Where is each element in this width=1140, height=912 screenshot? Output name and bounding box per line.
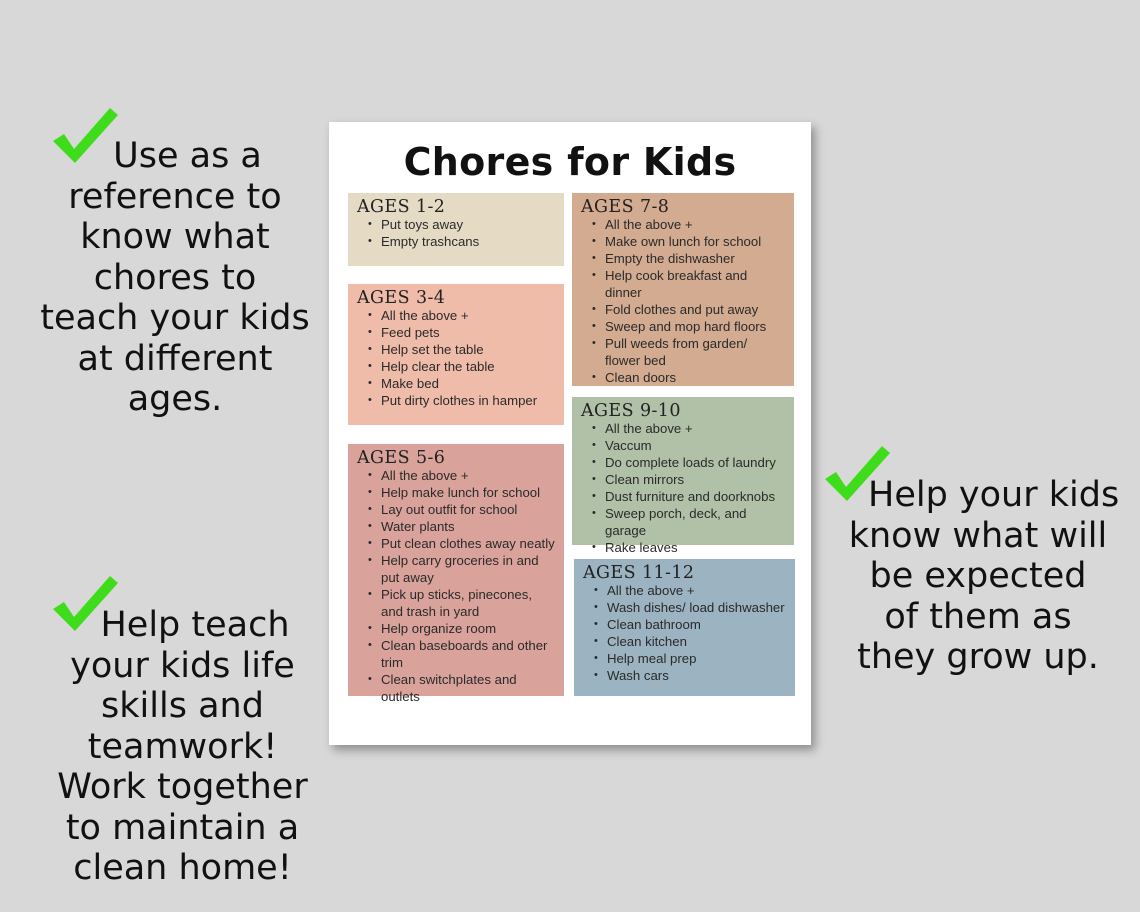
chore-item: • Pick up sticks, pinecones, and trash in yard <box>373 586 556 620</box>
age-heading: AGES 9-10 <box>581 401 681 421</box>
age-group-3-4 <box>348 284 564 425</box>
chore-item: • All the above + <box>597 216 786 233</box>
age-group-7-8 <box>572 193 794 386</box>
callout-line: to maintain a <box>65 807 300 848</box>
chore-list <box>581 216 786 386</box>
callout-line: at different <box>77 338 273 379</box>
chore-item: • Rake leaves <box>597 539 786 556</box>
callout-line: skills and <box>101 686 264 726</box>
callout-line: ages. <box>127 379 223 419</box>
callout-expectations <box>838 475 1118 678</box>
chore-item: • Clean bathroom <box>599 616 787 633</box>
chore-list <box>357 216 556 250</box>
chore-item: • Help make lunch for school <box>373 484 556 501</box>
age-group-9-10 <box>572 397 794 555</box>
chore-item: • Make own lunch for school <box>597 233 786 250</box>
age-group-11-12 <box>574 559 795 696</box>
callout-line: be expected <box>869 556 1087 596</box>
age-heading: AGES 5-6 <box>357 448 446 468</box>
age-group-1-2 <box>348 193 564 266</box>
chore-item: • Sweep porch, deck, and garage <box>597 505 786 539</box>
chore-item: • Water plants <box>373 518 556 535</box>
chore-item: • Help cook breakfast and dinner <box>597 267 786 301</box>
chore-item: • Dust furniture and doorknobs <box>597 488 786 505</box>
callout-life-skills <box>40 605 325 889</box>
callout-line: reference to <box>68 176 282 217</box>
callout-line: Use as a <box>113 136 262 176</box>
callout-line: chores to <box>93 257 257 298</box>
chore-item: • Clean switchplates and outlets <box>373 671 556 705</box>
callout-line: your kids life <box>70 645 295 686</box>
callout-line: Help teach <box>100 605 290 645</box>
chore-item: • Feed pets <box>373 324 556 341</box>
chore-item: • Do complete loads of laundry <box>597 454 786 471</box>
chore-list <box>357 307 556 409</box>
chore-item: • Help meal prep <box>599 650 787 667</box>
chore-item: • All the above + <box>373 467 556 484</box>
chart-title: Chores for Kids <box>403 140 737 184</box>
chore-item: • All the above + <box>373 307 556 324</box>
chore-item: • Empty trashcans <box>373 233 556 250</box>
age-group-5-6 <box>348 444 564 704</box>
callout-line: know what will <box>848 515 1108 556</box>
chore-item: • Wash dishes/ load dishwasher <box>599 599 787 616</box>
chore-item: • All the above + <box>597 420 786 437</box>
callout-line: teach your kids <box>40 298 310 338</box>
age-heading: AGES 11-12 <box>583 563 695 583</box>
chore-item: • Empty the dishwasher <box>597 250 786 267</box>
chore-item: • Clean mirrors <box>597 471 786 488</box>
callout-line: of them as <box>884 596 1072 637</box>
callout-line: Help your kids <box>868 475 1120 515</box>
callout-line: they grow up. <box>857 637 1099 677</box>
chore-item: • Lay out outfit for school <box>373 501 556 518</box>
chore-item: • Vaccum <box>597 437 786 454</box>
chore-item: • Help organize room <box>373 620 556 637</box>
chore-list <box>581 420 786 556</box>
chore-item: • Help carry groceries in and put away <box>373 552 556 586</box>
chore-item: • Wash cars <box>599 667 787 684</box>
age-heading: AGES 7-8 <box>581 197 670 217</box>
age-heading: AGES 3-4 <box>357 288 446 308</box>
age-heading: AGES 1-2 <box>357 197 446 217</box>
chore-item: • Put dirty clothes in hamper <box>373 392 556 409</box>
callout-line: clean home! <box>73 848 292 888</box>
chore-item: • Make bed <box>373 375 556 392</box>
chore-item: • Put clean clothes away neatly <box>373 535 556 552</box>
chore-item: • Pull weeds from garden/ flower bed <box>597 335 786 369</box>
chore-item: • Help clear the table <box>373 358 556 375</box>
callout-line: know what <box>80 217 270 257</box>
chore-item: • Clean doors <box>597 369 786 386</box>
chore-item: • All the above + <box>599 582 787 599</box>
chore-item: • Put toys away <box>373 216 556 233</box>
callout-reference <box>40 136 310 420</box>
chore-item: • Clean baseboards and other trim <box>373 637 556 671</box>
chore-item: • Clean kitchen <box>599 633 787 650</box>
callout-line: Work together <box>57 767 308 807</box>
chore-list <box>583 582 787 684</box>
chore-list <box>357 467 556 705</box>
callout-line: teamwork! <box>87 726 278 767</box>
chore-item: • Help set the table <box>373 341 556 358</box>
chore-item: • Sweep and mop hard floors <box>597 318 786 335</box>
chore-item: • Fold clothes and put away <box>597 301 786 318</box>
